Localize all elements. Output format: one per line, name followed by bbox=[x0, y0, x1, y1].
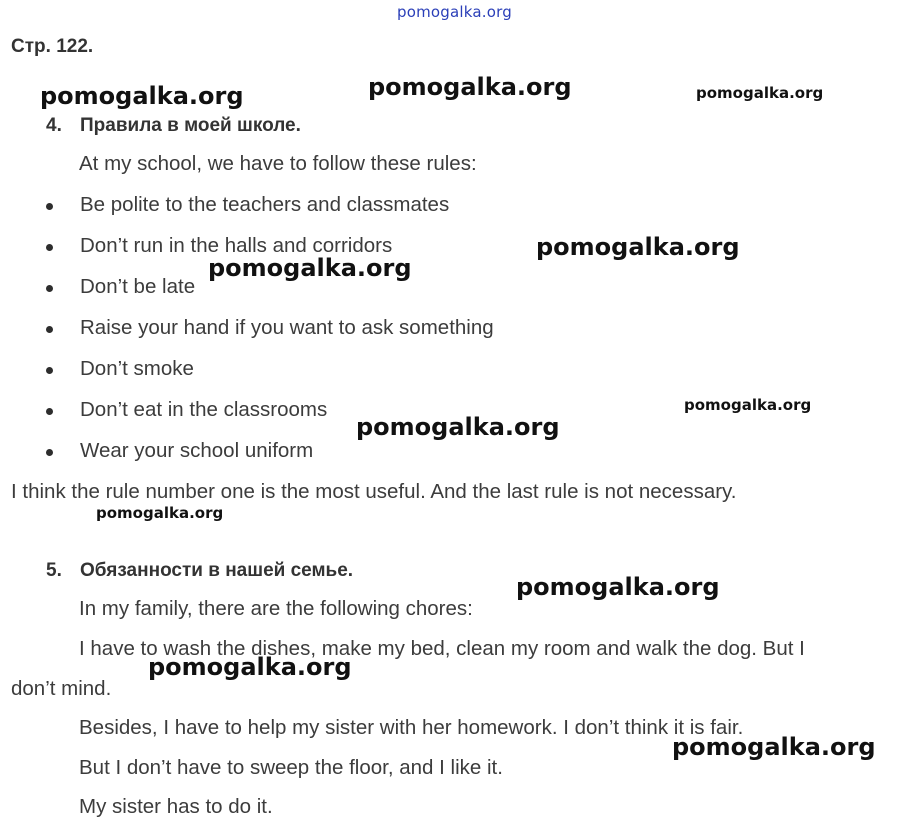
section-5-intro: In my family, there are the following chores: bbox=[79, 597, 473, 620]
rule-text: Don’t be late bbox=[80, 275, 196, 298]
bullet-icon bbox=[46, 449, 53, 456]
section-4-intro: At my school, we have to follow these rules: bbox=[79, 152, 477, 175]
section-5-number: 5. bbox=[46, 560, 62, 581]
watermark: pomogalka.org bbox=[148, 653, 352, 681]
paragraph-line: I have to wash the dishes, make my bed, clean my room and walk the dog. But I bbox=[79, 637, 805, 660]
rule-text: Don’t smoke bbox=[80, 357, 194, 380]
paragraph-line: Besides, I have to help my sister with her homework. I don’t think it is fair. bbox=[79, 716, 744, 739]
rule-text: Don’t run in the halls and corridors bbox=[80, 234, 393, 257]
rule-text: Be polite to the teachers and classmates bbox=[80, 193, 450, 216]
paragraph-line: don’t mind. bbox=[11, 677, 112, 700]
header-watermark: pomogalka.org bbox=[397, 3, 512, 21]
watermark: pomogalka.org bbox=[96, 504, 224, 522]
rule-text: Raise your hand if you want to ask something bbox=[80, 316, 494, 339]
rule-text: Wear your school uniform bbox=[80, 439, 314, 462]
page-reference: Стр. 122. bbox=[11, 36, 94, 57]
section-4-number: 4. bbox=[46, 115, 62, 136]
section-5-title: Обязанности в нашей семье. bbox=[80, 560, 354, 581]
watermark: pomogalka.org bbox=[684, 396, 812, 414]
bullet-icon bbox=[46, 285, 53, 292]
bullet-icon bbox=[46, 244, 53, 251]
watermark: pomogalka.org bbox=[40, 82, 244, 110]
bullet-icon bbox=[46, 203, 53, 210]
watermark: pomogalka.org bbox=[356, 413, 560, 441]
bullet-icon bbox=[46, 408, 53, 415]
watermark: pomogalka.org bbox=[536, 233, 740, 261]
bullet-icon bbox=[46, 326, 53, 333]
watermark: pomogalka.org bbox=[368, 73, 572, 101]
watermark: pomogalka.org bbox=[208, 254, 412, 282]
watermark: pomogalka.org bbox=[516, 573, 720, 601]
bullet-icon bbox=[46, 367, 53, 374]
rule-text: Don’t eat in the classrooms bbox=[80, 398, 328, 421]
paragraph-line: But I don’t have to sweep the floor, and I like it. bbox=[79, 756, 503, 779]
section-5-heading bbox=[46, 560, 353, 582]
section-4-heading bbox=[46, 115, 301, 137]
section-4-title: Правила в моей школе. bbox=[80, 115, 301, 136]
watermark: pomogalka.org bbox=[696, 84, 824, 102]
watermark: pomogalka.org bbox=[672, 733, 876, 761]
paragraph-line: My sister has to do it. bbox=[79, 795, 273, 818]
section-4-conclusion: I think the rule number one is the most useful. And the last rule is not necessary. bbox=[11, 480, 737, 503]
